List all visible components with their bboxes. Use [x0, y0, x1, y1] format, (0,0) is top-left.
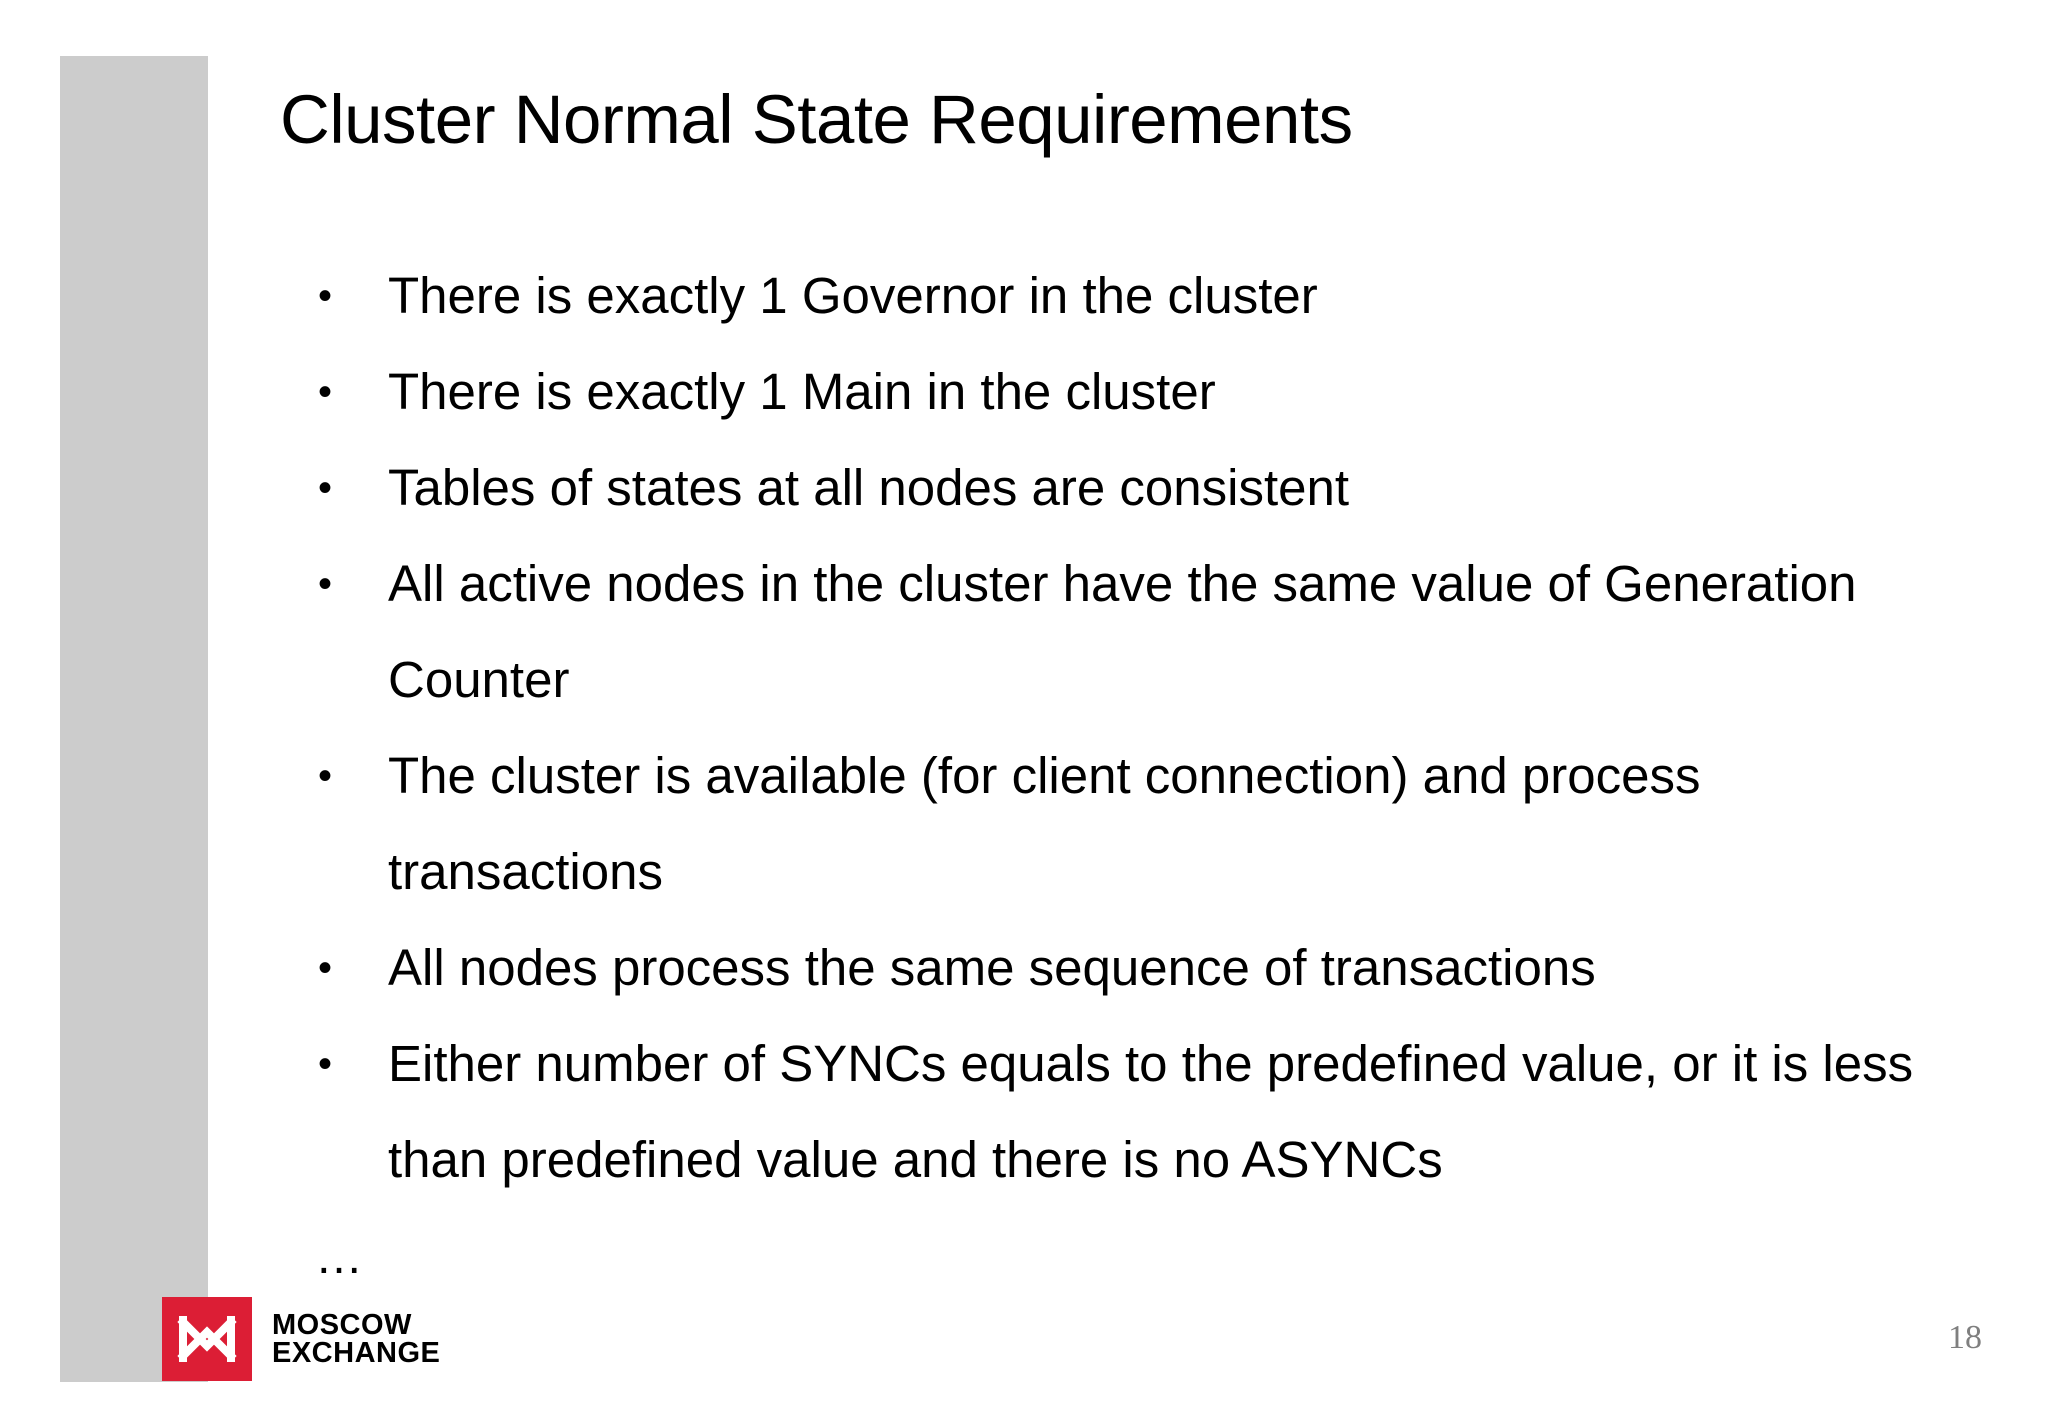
- bullet-text: There is exactly 1 Governor in the cluster: [388, 267, 1318, 324]
- bullet-text: Tables of states at all nodes are consistent: [388, 459, 1350, 516]
- logo-wordmark: [272, 1311, 440, 1367]
- continuation-ellipsis: …: [315, 1231, 363, 1284]
- logo-line-moscow: MOSCOW: [272, 1309, 412, 1341]
- bullet-marker: •: [317, 466, 332, 510]
- bullet-item: [310, 1016, 1950, 1208]
- bullet-marker: •: [317, 1042, 332, 1086]
- bullet-list: [310, 248, 1950, 1208]
- bullet-marker: •: [317, 370, 332, 414]
- bullet-item: [310, 248, 1950, 344]
- bullet-item: [310, 440, 1950, 536]
- bullet-text: All active nodes in the cluster have the same value of Generation Counter: [388, 555, 1857, 708]
- bullet-text: There is exactly 1 Main in the cluster: [388, 363, 1216, 420]
- slide-title: Cluster Normal State Requirements: [280, 81, 1353, 158]
- bullet-marker: •: [317, 274, 332, 318]
- bullet-text: All nodes process the same sequence of transactions: [388, 939, 1596, 996]
- bullet-item: [310, 728, 1950, 920]
- moscow-exchange-mark-icon: [162, 1297, 252, 1381]
- page-number: 18: [1948, 1319, 1982, 1356]
- logo-line-exchange: EXCHANGE: [272, 1337, 441, 1369]
- bullet-marker: •: [317, 562, 332, 606]
- side-bar: [60, 56, 208, 1382]
- moscow-exchange-logo: [162, 1297, 440, 1381]
- bullet-item: [310, 344, 1950, 440]
- bullet-text: The cluster is available (for client connection) and process transactions: [388, 747, 1701, 900]
- bullet-item: [310, 536, 1950, 728]
- bullet-marker: •: [317, 946, 332, 990]
- bullet-item: [310, 920, 1950, 1016]
- bullet-text: Either number of SYNCs equals to the predefined value, or it is less than predefined value and there is no ASYNCs: [388, 1035, 1914, 1188]
- bullet-marker: •: [317, 754, 332, 798]
